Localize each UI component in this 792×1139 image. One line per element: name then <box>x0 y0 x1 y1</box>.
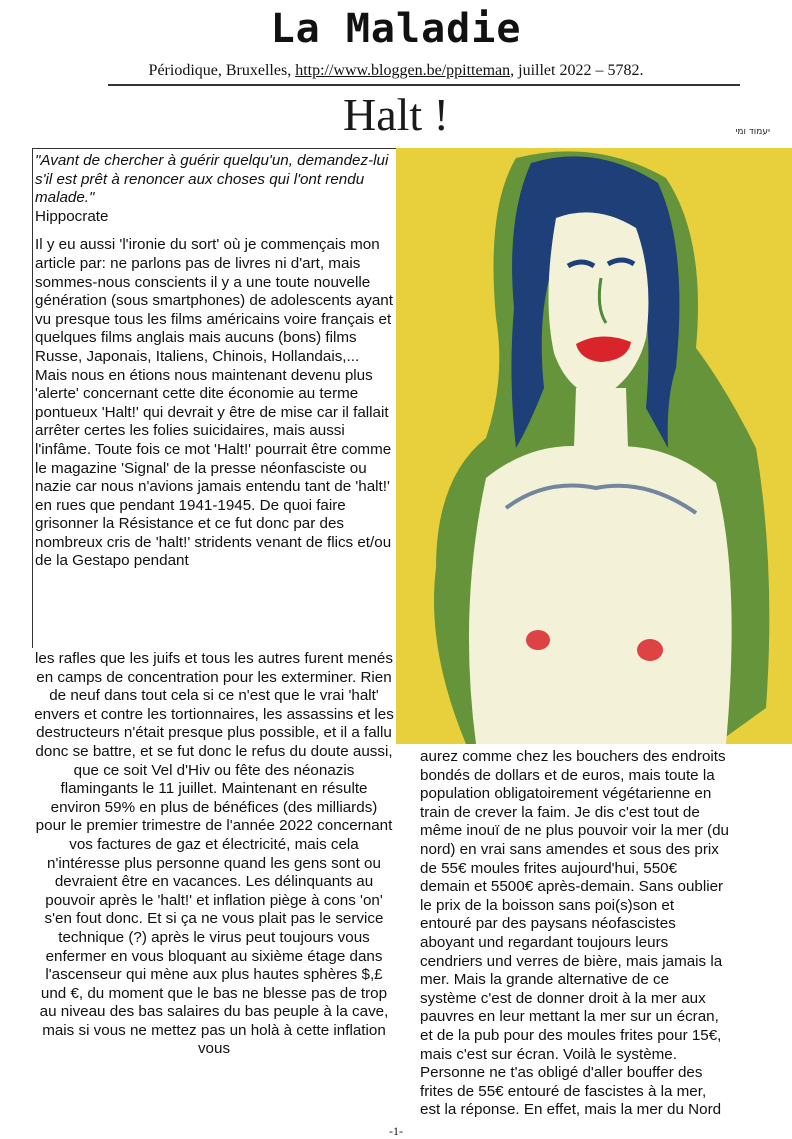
text-line: population obligatoirement végétarienne en <box>420 785 712 803</box>
text-line: le prix de la boisson sans poi(s)son et <box>420 896 675 914</box>
header-divider <box>108 84 740 86</box>
left-column-bottom <box>34 650 394 1128</box>
publication-subline <box>0 62 792 80</box>
text-line: est la réponse. En effet, mais la mer du Nord <box>420 1101 722 1119</box>
painting-torso <box>469 446 732 744</box>
text-line: mais c'est sur écran. Voilà le système. <box>420 1045 677 1063</box>
right-column-bottom <box>420 748 772 1128</box>
text-line: et de la pub pour des moules frites pour 15€, <box>420 1026 722 1044</box>
text-line: mer. Mais la grande alternative de ce <box>420 971 670 989</box>
text-line: bondés de dollars et de euros, mais toute la <box>420 766 715 784</box>
text-line: nord) en vrai sans amendes et sous des prix <box>420 840 719 858</box>
article-paragraph-left-top: Il y eu aussi 'l'ironie du sort' où je commençais mon article par: ne parlons pas de livres ni d'art, mais sommes-nous conscients il y a une toute nouvelle génération (sous smartphones) de adolescents ayant vu presque tous les films américains voire français et quelques films anglais mais aucuns (bons) films Russe, Japonais, Italiens, Chinois, Hollandais,... Mais nous en étions nous maintenant devenu plus 'alerte' concernant cette dite économie au terme pontueux 'Halt!' qui devrait y être de mise car il fallait arrêter certes les folies suicidaires, mais aussi l'infâme. Toute fois ce mot 'Halt!' pourrait être comme le magazine 'Signal' de la presse néonfasciste ou nazie car nous n'avions jamais entendu tant de 'halt!' en rues que pendant 1941-1945. De quoi faire grisonner la Résistance et ce fut donc par des nombreux cris de 'halt!' stridents venant de flics et/ou de la Gestapo pendant <box>35 236 393 570</box>
article-paragraph-left-bottom: les rafles que les juifs et tous les autres furent menés en camps de concentration pour les exterminer. Rien de neuf dans tout cela si ce n'est que le vrai 'halt' envers et contre les tortionnaires, les assassins et les destructeurs n'était presque plus possible, et il a fallu donc se battre, et se fut donc le refus du doute aussi, que ce soit Vel d'Hiv ou fête des néonazis flamingants le 11 juillet. Maintenant en résulte environ 59% en plus de bénéfices (des milliards) pour le premier trimestre de l'année 2022 concernant vos factures de gaz et électricité, mais cela n'intéresse plus personne quand les gens sont ou devraient être en vacances. Les délinquants au pouvoir après le 'halt!' et inflation piège à cons 'on' s'en fout donc. Et si ça ne vous plait pas le service technique (?) après le virus peut toujours vous enfermer en vous bloquant au sixième étage dans l'ascenseur qui mène aux plus hautes sphères $,£ und €, du moment que le bas ne blesse pas de trop au niveau des bas salaires du bas peuple à la cave, mais si vous ne mettez pas un holà à cette inflation vous <box>34 650 394 1058</box>
text-line: demain et 5500€ après-demain. Sans oublier <box>420 878 724 896</box>
painting-nipple-left <box>526 630 550 650</box>
masthead-title: La Maladie <box>270 6 522 52</box>
painting-nipple-right <box>637 639 663 661</box>
text-line: aurez comme chez les bouchers des endroits <box>420 748 726 765</box>
hebrew-note: יעמוד ומי <box>735 127 770 137</box>
painting-neck <box>574 388 628 448</box>
text-line: entouré par des paysans néofascistes <box>420 915 676 933</box>
text-line: frites de 55€ entouré de fascistes à la mer, <box>420 1082 707 1100</box>
hippocrates-quote: "Avant de chercher à guérir quelqu'un, demandez-lui s'il est prêt à renoncer aux choses qui l'ont rendu malade." <box>35 152 389 207</box>
text-line: de 55€ moules frites aujourd'hui, 550€ <box>420 859 678 877</box>
text-line: aboyant und regardant toujours leurs <box>420 933 669 951</box>
page-number: -1- <box>389 1124 403 1138</box>
portrait-painting <box>396 148 792 744</box>
blog-link[interactable]: http://www.bloggen.be/ppitteman <box>295 62 511 79</box>
text-line: cendriers und verres de bière, mais jamais la <box>420 952 723 970</box>
subline-suffix: , juillet 2022 – 5782. <box>510 62 644 79</box>
text-line: Personne ne t'as obligé d'aller bouffer des <box>420 1064 703 1082</box>
article-headline: Halt ! <box>342 89 449 140</box>
quote-attribution: Hippocrate <box>35 207 109 225</box>
text-line: système c'est de donner droit à la mer aux <box>420 989 706 1007</box>
left-column-top <box>32 148 398 648</box>
text-line: train de crever la faim. Je dis c'est tout de <box>420 803 700 821</box>
text-line: même inouï de ne plus pouvoir voir la mer (du <box>420 822 729 840</box>
subline-prefix: Périodique, Bruxelles, <box>148 62 296 79</box>
text-line: pauvres en leur mettant la mer sur un écran, <box>420 1008 719 1026</box>
